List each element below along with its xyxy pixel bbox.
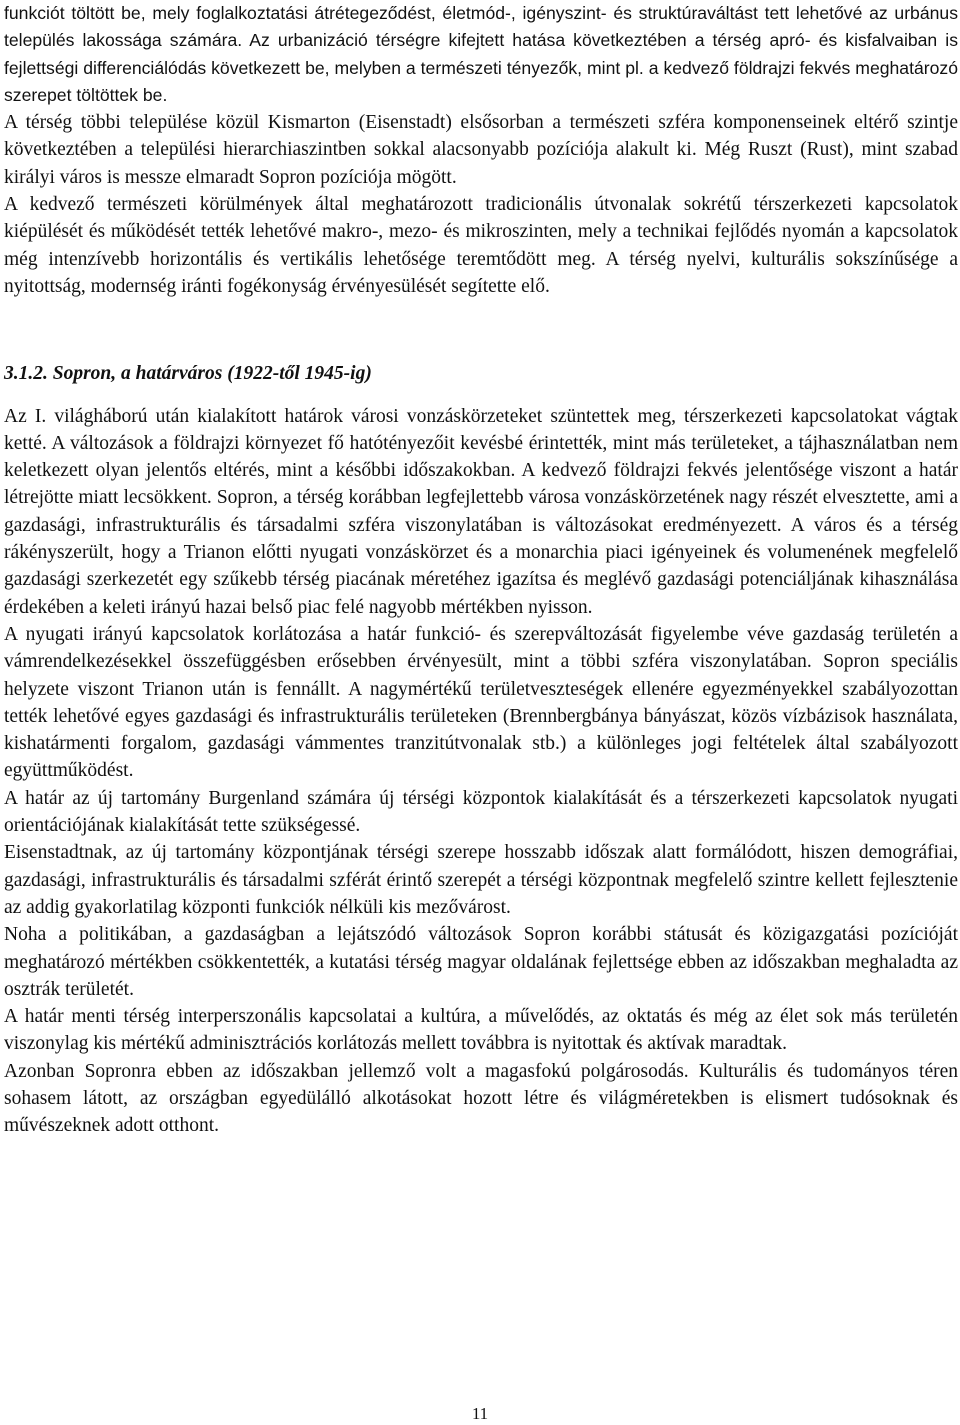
page-number: 11 [471, 1404, 489, 1423]
document-page [4, 0, 958, 1140]
paragraph-section-2: A nyugati irányú kapcsolatok korlátozása a határ funkció- és szerepváltozását figyelembe véve gazdaság területén a vámrendelkezésekkel összefüggésben erősebben érvényesült, mint a többi szféra viszonylatában. Sopron speciális helyzete viszont Trianon után is fennállt. A nagymértékű területveszteségek ellenére egyezményekkel szabályozottan tették lehetővé egyes gazdasági és infrastrukturális területeken (Brennbergbánya bányászat, közös vízbázisok használata, kishatármenti forgalom, gazdasági vámmentes tranzitútvonalak stb.) a különleges jogi feltételek által szabályozott együttműködést. [4, 623, 958, 782]
paragraph-section-3: A határ az új tartomány Burgenland számára új térségi központok kialakítását és a térszerkezeti kapcsolatok nyugati orientációjának kialakítását tette szükségessé. [4, 787, 958, 837]
paragraph-section-4: Eisenstadtnak, az új tartomány központjának térségi szerepe hosszabb időszak alatt formálódott, hiszen demográfiai, gazdasági, infrastrukturális és társadalmi szférát érintő szerepét a térségi központnak megfelelő szintre kellett fejlesztenie az addig gyakorlatilag központi funkciók nélküli kis mezővárost. [4, 842, 958, 918]
paragraph-section-7: Azonban Sopronra ebben az időszakban jellemző volt a magasfokú polgárosodás. Kulturális és tudományos téren sohasem látott, az országban egyedülálló alkotásokat hozott létre és világméretekben is elismert tudósoknak és művészeknek adott otthont. [4, 1060, 958, 1137]
paragraph-intro-3: A kedvező természeti körülmények által meghatározott tradicionális útvonalak sokrétű térszerkezeti kapcsolatok kiépülését és működését tették lehetővé makro-, mezo- és mikroszinten, mely a technikai fejlődés nyomán a kapcsolatok még intenzívebb horizontális és vertikális lehetősége teremtődött meg. A térség nyelvi, kulturális sokszínűsége a nyitottság, modernség iránti fogékonyság érvényesülését segítette elő. [4, 194, 958, 297]
paragraph-intro-2-tail: Még Ruszt (Rust), mint szabad királyi város is messze elmaradt Sopron pozíciója mögött. [4, 139, 958, 188]
section-heading: 3.1.2. Sopron, a határváros (1922-től 1945-ig) [4, 363, 372, 385]
paragraph-intro-2-main: A térség többi települése közül Kismarton (Eisenstadt) elsősorban a természeti szféra komponenseinek eltérő szintje következtében a települési hierarchiaszintben sokkal alacsonyabb pozíciója alakult ki. [4, 112, 958, 161]
paragraph-intro-2 [4, 109, 958, 191]
paragraph-section-6: A határ menti térség interperszonális kapcsolatai a kultúra, a művelődés, az oktatás és még az élet sok más területén viszonylag kis mértékű adminisztrációs korlátozás mellett továbbra is nyitottak és aktívak maradtak. [4, 1006, 958, 1055]
paragraph-section-5: Noha a politikában, a gazdaságban a lejátszódó változások Sopron korábbi státusát és közigazgatási pozícióját meghatározó mértékben csökkentették, a kutatási térség magyar oldalának fejlettsége ebben az időszakban meghaladta az osztrák területét. [4, 924, 958, 1000]
paragraph-section-1: Az I. világháború után kialakított határok városi vonzáskörzeteket szüntettek meg, térszerkezeti kapcsolatokat vágtak ketté. A változások a földrajzi környezet fő hatótényezőit kevésbé érintették, mint más területeket, a tájhasználatban nem keletkezett olyan jelentős eltérés, mint a későbbi időszakokban. A kedvező földrajzi fekvés jelentősége viszont a határ létrejötte miatt lecsökkent. Sopron, a térség korábban legfejlettebb városa vonzáskörzetének nagy részét elvesztette, ami a gazdasági, infrastrukturális és társadalmi szféra viszonylatában is változásokat eredményezett. A város és a térség rákényszerült, hogy a Trianon előtti nyugati vonzáskörzet és a monarchia piaci igényeinek és volumenének megfelelő gazdasági szerkezetét egy szűkebb térség piacának méretéhez igazítsa és meglévő gazdasági potenciáljának kihasználása érdekében a keleti irányú hazai belső piac felé nagyobb mértékben nyisson. [4, 405, 958, 618]
paragraph-intro-1: funkciót töltött be, mely foglalkoztatási átrétegeződést, életmód-, igényszint- és struktúraváltást tett lehetővé az urbánus település lakossága számára. Az urbanizáció térségre kifejtett hatása következtében a térség apró- és kisfalvaiban is fejlettségi differenciálódás következett be, melyben a természeti tényezők, mint pl. a kedvező földrajzi fekvés meghatározó szerepet töltöttek be. [4, 3, 958, 105]
